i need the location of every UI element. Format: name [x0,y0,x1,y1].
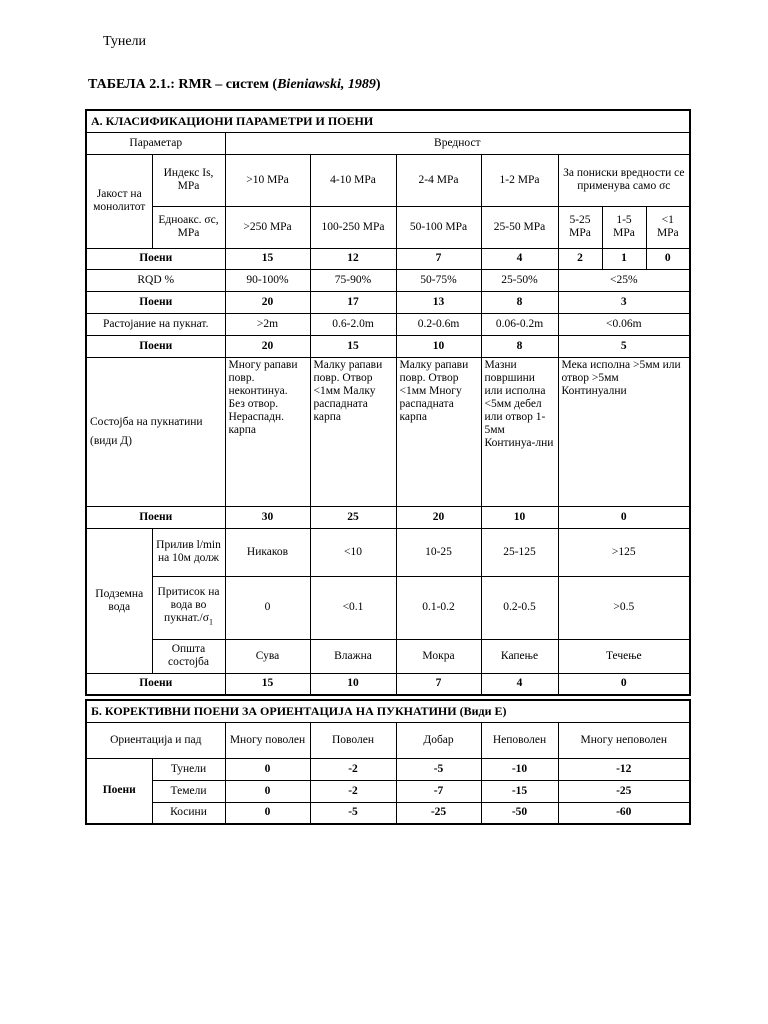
groundwater-points-5: 0 [558,673,690,695]
title-citation: Bieniawski, 1989 [277,77,376,92]
spacing-value-2: 0.6-2.0m [310,313,396,335]
strength-points-label: Поени [86,248,225,269]
pressure-value-2: <0.1 [310,576,396,639]
spacing-points-3: 10 [396,335,481,357]
inflow-value-3: 10-25 [396,528,481,576]
rqd-points-2: 17 [310,291,396,313]
row-foundations-label: Темели [152,780,225,802]
inflow-value-1: Никаков [225,528,310,576]
strength-points-5: 2 [558,248,602,269]
spacing-value-4: 0.06-0.2m [481,313,558,335]
rqd-points-1: 20 [225,291,310,313]
groundwater-points-label: Поени [86,673,225,695]
pressure-subscript: 1 [208,617,213,627]
groundwater-points-4: 4 [481,673,558,695]
header-value: Вредност [225,132,690,154]
rqd-points-label: Поени [86,291,225,313]
ucs-value-4: 25-50 MPa [481,206,558,248]
table-title [88,77,381,93]
pressure-value-5: >0.5 [558,576,690,639]
ucs-label: Едноакс. σc, MPa [152,206,225,248]
tunnels-value-2: -2 [310,758,396,780]
rqd-value-1: 90-100% [225,269,310,291]
pressure-label: Притисок на вода во пукнат./σ [157,586,220,625]
general-value-2: Влажна [310,639,396,673]
inflow-value-5: >125 [558,528,690,576]
row-tunnels-label: Тунели [152,758,225,780]
condition-points-2: 25 [310,506,396,528]
orientation-very-favourable: Многу поволен [225,722,310,758]
condition-points-label: Поени [86,506,225,528]
foundations-value-2: -2 [310,780,396,802]
condition-points-3: 20 [396,506,481,528]
tunnels-value-1: 0 [225,758,310,780]
orientation-table [85,699,691,825]
orientation-points-label: Поени [86,758,152,824]
spacing-value-5: <0.06m [558,313,690,335]
condition-value-5: Мека исполна >5мм или отвор >5мм Континуални [558,357,690,506]
row-slopes-label: Косини [152,802,225,824]
rqd-points-4: 8 [481,291,558,313]
section-a-heading: А. КЛАСИФИКАЦИОНИ ПАРАМЕТРИ И ПОЕНИ [86,110,690,132]
rqd-value-2: 75-90% [310,269,396,291]
pressure-label-cell [152,576,225,639]
foundations-value-1: 0 [225,780,310,802]
classification-table [85,109,691,696]
spacing-points-5: 5 [558,335,690,357]
is-index-label: Индекс Is, MPa [152,154,225,206]
orientation-fair: Добар [396,722,481,758]
title-main: ТАБЕЛА 2.1.: RMR – систем ( [88,77,278,92]
spacing-points-2: 15 [310,335,396,357]
condition-label: Состојба на пукнатини [90,415,203,428]
slopes-value-5: -60 [558,802,690,824]
groundwater-points-3: 7 [396,673,481,695]
condition-points-1: 30 [225,506,310,528]
title-close: ) [375,77,381,92]
general-value-5: Течење [558,639,690,673]
orientation-very-unfavourable: Многу неповолен [558,722,690,758]
rqd-label: RQD % [86,269,225,291]
groundwater-label: Подземна вода [86,528,152,673]
rqd-value-4: 25-50% [481,269,558,291]
rmr-tables [85,109,689,825]
slopes-value-1: 0 [225,802,310,824]
ucs-value-5: 5-25 MPa [558,206,602,248]
general-value-3: Мокра [396,639,481,673]
condition-note: (види Д) [90,434,132,447]
strength-points-4: 4 [481,248,558,269]
inflow-value-4: 25-125 [481,528,558,576]
rqd-points-3: 13 [396,291,481,313]
strength-label: Јакост на монолитот [86,154,152,248]
foundations-value-4: -15 [481,780,558,802]
condition-value-3: Малку рапави повр. Отвор <1мм Многу распадната карпа [396,357,481,506]
foundations-value-3: -7 [396,780,481,802]
orientation-unfavourable: Неповолен [481,722,558,758]
spacing-points-label: Поени [86,335,225,357]
slopes-value-2: -5 [310,802,396,824]
pressure-value-3: 0.1-0.2 [396,576,481,639]
orientation-label: Ориентација и пад [86,722,225,758]
is-value-2: 4-10 MPa [310,154,396,206]
is-value-4: 1-2 MPa [481,154,558,206]
condition-value-2: Малку рапави повр. Отвор <1мм Малку распадната карпа [310,357,396,506]
condition-value-4: Мазни површини или исполна <5мм дебел или отвор 1-5мм Континуа-лни [481,357,558,506]
is-note: За пониски вредности се применува само σc [558,154,690,206]
orientation-favourable: Поволен [310,722,396,758]
condition-points-4: 10 [481,506,558,528]
slopes-value-4: -50 [481,802,558,824]
spacing-points-4: 8 [481,335,558,357]
strength-points-1: 15 [225,248,310,269]
strength-points-7: 0 [646,248,690,269]
inflow-label: Прилив l/min на 10м долж [152,528,225,576]
header-parameter: Параметар [86,132,225,154]
section-b-heading: Б. КОРЕКТИВНИ ПОЕНИ ЗА ОРИЕНТАЦИЈА НА ПУКНАТИНИ (Види Е) [86,700,690,722]
ucs-value-3: 50-100 MPa [396,206,481,248]
is-value-1: >10 MPa [225,154,310,206]
spacing-value-1: >2m [225,313,310,335]
rqd-points-5: 3 [558,291,690,313]
is-value-3: 2-4 MPa [396,154,481,206]
foundations-value-5: -25 [558,780,690,802]
tunnels-value-5: -12 [558,758,690,780]
rqd-value-5: <25% [558,269,690,291]
ucs-value-6: 1-5 MPa [602,206,646,248]
general-value-4: Капење [481,639,558,673]
groundwater-points-1: 15 [225,673,310,695]
pressure-value-1: 0 [225,576,310,639]
strength-points-6: 1 [602,248,646,269]
tunnels-value-3: -5 [396,758,481,780]
tunnels-value-4: -10 [481,758,558,780]
slopes-value-3: -25 [396,802,481,824]
ucs-value-2: 100-250 MPa [310,206,396,248]
inflow-value-2: <10 [310,528,396,576]
general-value-1: Сува [225,639,310,673]
strength-points-3: 7 [396,248,481,269]
condition-points-5: 0 [558,506,690,528]
condition-value-1: Многу рапави повр. неконтинуа. Без отвор. Нераспадн. карпа [225,357,310,506]
ucs-value-1: >250 MPa [225,206,310,248]
condition-label-cell [86,357,225,506]
spacing-points-1: 20 [225,335,310,357]
spacing-label: Растојание на пукнат. [86,313,225,335]
general-label: Општа состојба [152,639,225,673]
page-header: Тунели [103,34,147,49]
strength-points-2: 12 [310,248,396,269]
pressure-value-4: 0.2-0.5 [481,576,558,639]
groundwater-points-2: 10 [310,673,396,695]
rqd-value-3: 50-75% [396,269,481,291]
ucs-value-7: <1 MPa [646,206,690,248]
spacing-value-3: 0.2-0.6m [396,313,481,335]
